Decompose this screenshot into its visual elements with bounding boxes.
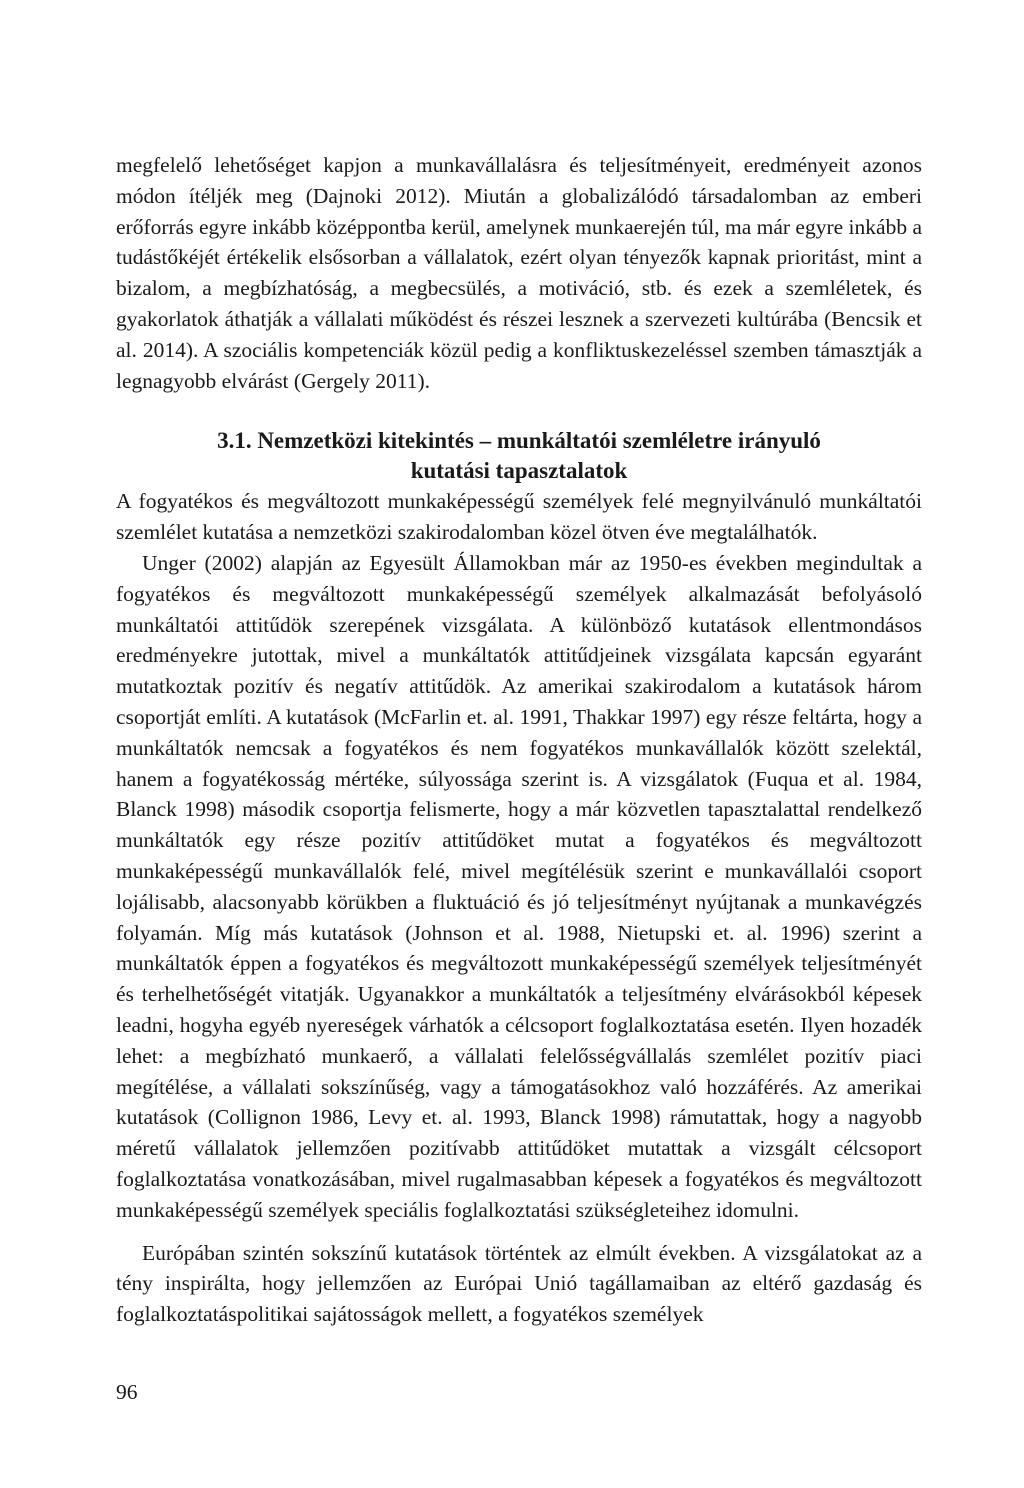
- paragraph-us-research: Unger (2002) alapján az Egyesült Államokban már az 1950-es években megindultak a fogyatékos és megváltozott munkaképességű személyek alkalmazását befolyásoló munkáltatói attitűdök szerepének vizsgálata. A különböző kutatások ellentmondásos eredményekre jutottak, mivel a munkáltatók attitűdjeinek vizsgálata kapcsán egyaránt mutatkoztak pozitív és negatív attitűdök. Az amerikai szakirodalom a kutatások három csoportját említi. A kutatások (McFarlin et. al. 1991, Thakkar 1997) egy része feltárta, hogy a munkáltatók nemcsak a fogyatékos és nem fogyatékos munkavállalók között szelektál, hanem a fogyatékosság mértéke, súlyossága szerint is. A vizsgálatok (Fuqua et al. 1984, Blanck 1998) második csoportja felismerte, hogy a már közvetlen tapasztalattal rendelkező munkáltatók egy része pozitív attitűdöket mutat a fogyatékos és megváltozott munkaképességű munkavállalók felé, mivel megítélésük szerint e munkavállalói csoport lojálisabb, alacsonyabb körükben a fluktuáció és jó teljesítményt nyújtanak a munkavégzés folyamán. Míg más kutatások (Johnson et al. 1988, Nietupski et. al. 1996) szerint a munkáltatók éppen a fogyatékos és megváltozott munkaképességű személyek teljesítményét és terhelhetőségét vitatják. Ugyanakkor a munkáltatók a teljesítmény elvárásokból képesek leadni, hogyha egyéb nyereségek várhatók a célcsoport foglalkoztatása esetén. Ilyen hozadék lehet: a megbízható munkaerő, a vállalati felelősségvállalás szemlélet pozitív piaci megítélése, a vállalati sokszínűség, vagy a támogatásokhoz való hozzáférés. Az amerikai kutatások (Collignon 1986, Levy et. al. 1993, Blanck 1998) rámutattak, hogy a nagyobb méretű vállalatok jellemzően pozitívabb attitűdöket mutattak a vizsgált célcsoport foglalkoztatása vonatkozásában, mivel rugalmasabban képesek a fogyatékos és megváltozott munkaképességű személyek speciális foglalkoztatási szükségleteihez idomulni.: [116, 550, 922, 1222]
- paragraph-intro: A fogyatékos és megváltozott munkaképességű személyek felé megnyilvánuló munkáltatói szemlélet kutatása a nemzetközi szakirodalomban közel ötven éve megtalálhatók.: [116, 489, 922, 545]
- paragraph-continuation: megfelelő lehetőséget kapjon a munkavállalásra és teljesítményeit, eredményeit azonos módon ítéljék meg (Dajnoki 2012). Miután a globalizálódó társadalomban az emberi erőforrás egyre inkább középpontba kerül, amelynek munkaerején túl, ma már egyre inkább a tudástőkéjét értékelik elsősorban a vállalatok, ezért olyan tényezők kapnak prioritást, mint a bizalom, a megbízhatóság, a megbecsülés, a motiváció, stb. és ezek a szemléletek, és gyakorlatok áthatják a vállalati működést és részei lesznek a szervezeti kultúrába (Bencsik et al. 2014). A szociális kompetenciák közül pedig a konfliktuskezeléssel szemben támasztják a legnagyobb elvárást (Gergely 2011).: [116, 153, 922, 393]
- page-body: [116, 150, 922, 1330]
- section-heading-line-2: kutatási tapasztalatok: [410, 458, 628, 484]
- page-number: 96: [116, 1380, 138, 1404]
- section-heading: [116, 426, 922, 486]
- paragraph-europe-research: Európában szintén sokszínű kutatások történtek az elmúlt években. A vizsgálatokat az a tény inspirálta, hogy jellemzően az Európai Unió tagállamaiban az eltérő gazdaság és foglalkoztatáspolitikai sajátosságok mellett, a fogyatékos személyek: [116, 1240, 922, 1327]
- section-heading-line-1: 3.1. Nemzetközi kitekintés – munkáltatói szemléletre irányuló: [217, 428, 821, 454]
